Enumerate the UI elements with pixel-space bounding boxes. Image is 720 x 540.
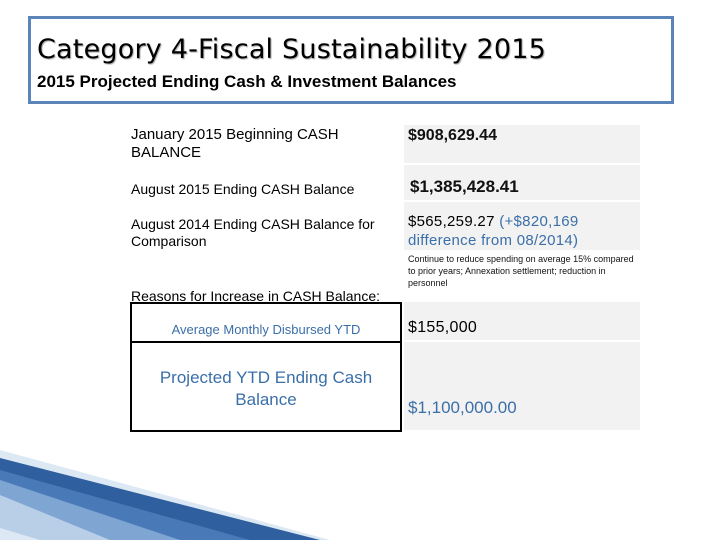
table-row bbox=[130, 125, 642, 165]
row-label: August 2015 Ending CASH Balance bbox=[131, 181, 355, 197]
row-value bbox=[402, 202, 640, 252]
difference-note: (+$820,169 difference from 08/2014) bbox=[408, 213, 579, 249]
row-label: August 2014 Ending CASH Balance for Comparison bbox=[131, 216, 375, 249]
table-row bbox=[130, 302, 642, 342]
table-row bbox=[130, 342, 642, 432]
row-value: $1,100,000.00 bbox=[402, 342, 640, 432]
row-label: Average Monthly Disbursed YTD bbox=[130, 302, 402, 342]
row-label: Reasons for Increase in CASH Balance: bbox=[131, 288, 381, 304]
comparison-value: $565,259.27 bbox=[408, 213, 500, 230]
row-value: $908,629.44 bbox=[402, 125, 640, 165]
row-value: Continue to reduce spending on average 15% compared to prior years; Annexation settlement; reduction in personnel bbox=[402, 252, 640, 302]
table-row bbox=[130, 252, 642, 302]
cash-balance-table bbox=[130, 125, 642, 432]
row-label: January 2015 Beginning CASH BALANCE bbox=[131, 126, 339, 161]
table-row bbox=[130, 165, 642, 202]
page-subtitle: 2015 Projected Ending Cash & Investment Balances bbox=[37, 72, 457, 91]
title-box bbox=[28, 16, 674, 104]
row-label: Projected YTD Ending Cash Balance bbox=[130, 342, 402, 432]
decorative-stripes bbox=[0, 450, 330, 540]
table-row bbox=[130, 202, 642, 252]
page-title: Category 4-Fiscal Sustainability 2015 bbox=[37, 34, 546, 65]
row-value: $155,000 bbox=[402, 302, 640, 342]
row-value: $1,385,428.41 bbox=[402, 165, 640, 202]
